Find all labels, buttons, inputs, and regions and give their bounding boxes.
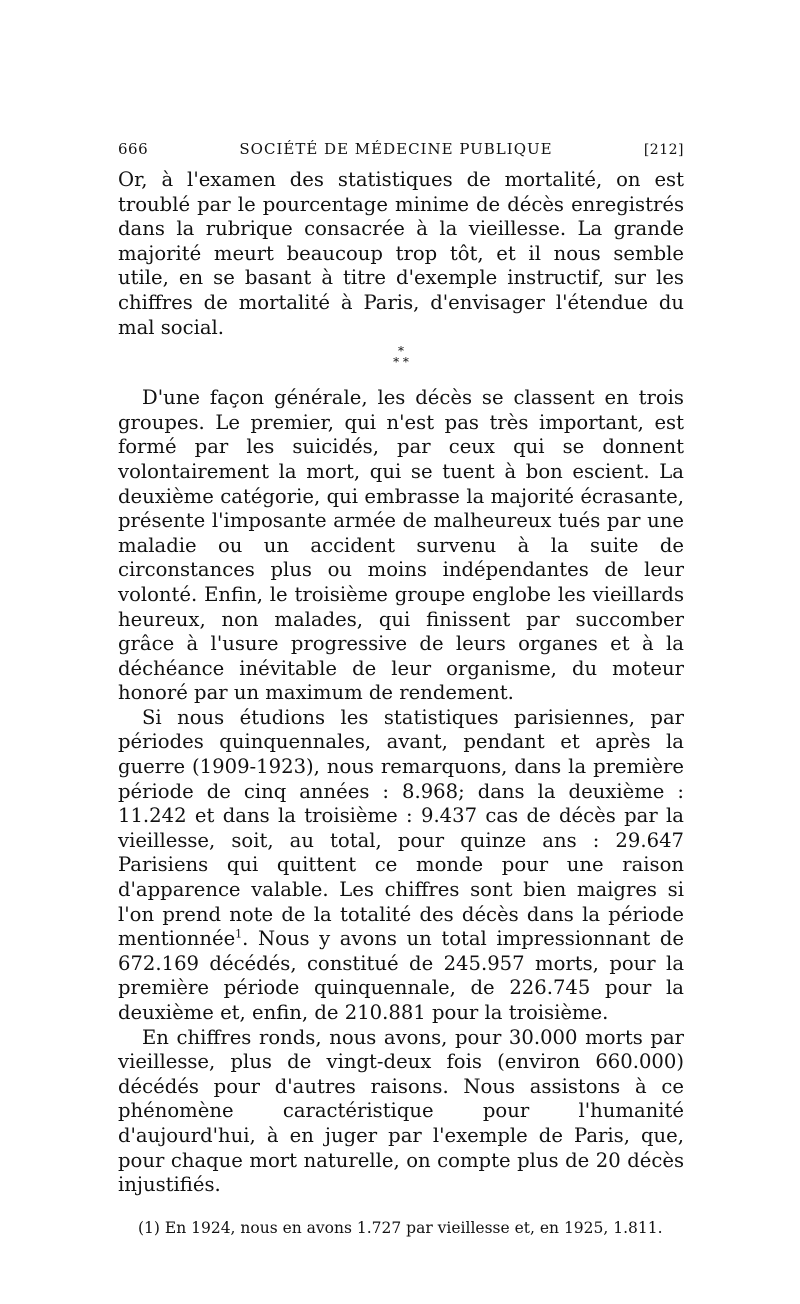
footnote-reference: 1 <box>235 927 243 941</box>
running-header <box>118 140 684 158</box>
paragraph-1: Or, à l'examen des statistiques de mortalité, on est troublé par le pourcentage minime de décès enregistrés dans la rubrique consacrée à la vieillesse. La grande majorité meurt beaucoup trop tôt, et il nous semble utile, en se basant à titre d'exemple instructif, sur les chiffres de mortalité à Paris, d'envisager l'étendue du mal social. <box>118 168 684 339</box>
running-title: SOCIÉTÉ DE MÉDECINE PUBLIQUE <box>239 140 553 158</box>
paragraph-2: D'une façon générale, les décès se classent en trois groupes. Le premier, qui n'est pas très important, est formé par les suicidés, par ceux qui se donnent volontairement la mort, qui se tuent à bon escient. La deuxième catégorie, qui embrasse la majorité écrasante, présente l'imposante armée de malheureux tués par une maladie ou un accident survenu à la suite de circonstances plus ou moins indépendantes de leur volonté. Enfin, le troisième groupe englobe les vieillards heureux, non malades, qui finissent par succomber grâce à l'usure progressive de leurs organes et à la déchéance inévitable de leur organisme, du moteur honoré par un maximum de rendement. <box>118 386 684 705</box>
paragraph-3-part-2: . Nous y avons un total impressionnant de 672.169 décédés, constitué de 245.957 morts, pour la première période quinquennale, de 226.745 pour la deuxième et, enfin, de 210.881 pour la troisième. <box>118 927 684 1024</box>
asterism-bottom: * * <box>393 355 409 370</box>
page-number: 666 <box>118 140 149 158</box>
asterism-top: * <box>398 344 404 359</box>
section-separator <box>118 346 684 368</box>
paragraph-4: En chiffres ronds, nous avons, pour 30.000 morts par vieillesse, plus de vingt-deux fois (environ 660.000) décédés pour d'autres raisons. Nous assistons à ce phénomène caractéristique pour l'humanité d'aujourd'hui, à en juger par l'exemple de Paris, que, pour chaque mort naturelle, on compte plus de 20 décès injustifiés. <box>118 1025 684 1197</box>
footnote: (1) En 1924, nous en avons 1.727 par vieillesse et, en 1925, 1.811. <box>138 1218 663 1237</box>
original-page-number: [212] <box>643 142 684 158</box>
paragraph-3-part-1: Si nous étudions les statistiques parisiennes, par périodes quinquennales, avant, pendant et après la guerre (1909-1923), nous remarquons, dans la première période de cinq années : 8.968; dans la deuxième : 11.242 et dans la troisième : 9.437 cas de décès par la vieillesse, soit, au total, pour quinze ans : 29.647 Parisiens qui quittent ce monde pour une raison d'apparence valable. Les chiffres sont bien maigres si l'on prend note de la totalité des décès dans la période mentionnée <box>118 705 684 951</box>
body-text <box>118 168 684 1198</box>
paragraph-3 <box>118 706 684 1026</box>
document-page <box>118 140 684 1238</box>
